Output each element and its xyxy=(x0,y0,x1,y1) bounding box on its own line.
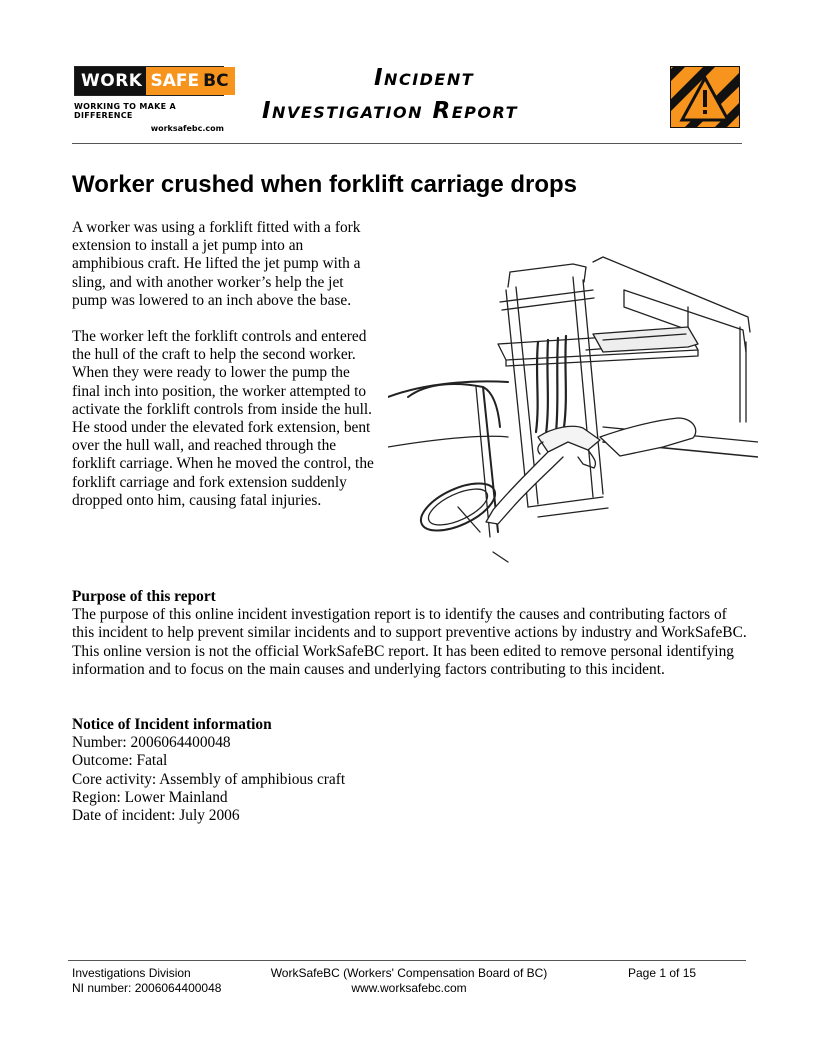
purpose-body: The purpose of this online incident investigation report is to identify the causes and contributing factors of this incident to help prevent similar incidents and to support preventive actions by industry and WorkSafeBC. This online version is not the official WorkSafeBC report. It has been edited to remove personal identifying information and to focus on the main causes and underlying factors contributing to this incident. xyxy=(72,606,747,678)
footer-org: WorkSafeBC (Workers' Compensation Board of BC) xyxy=(270,966,548,980)
intro-paragraph-2: The worker left the forklift controls and entered the hull of the craft to help the second worker. When they were ready to lower the pump the final inch into position, the worker attempted to activate the forklift controls from inside the hull. He stood under the elevated fork extension, bent over the hull wall, and reached through the forklift carriage. When he moved the control, the forklift carriage and fork extension suddenly dropped onto him, causing fatal injuries. xyxy=(72,328,374,509)
intro-paragraph-1: A worker was using a forklift fitted with a fork extension to install a jet pump into an amphibious craft. He lifted the jet pump with a sling, and with another worker’s help the jet pump was lowered to an inch above the base. xyxy=(72,219,361,309)
logo-wordmark xyxy=(74,66,229,96)
footer-divider xyxy=(68,960,746,961)
page-title: Worker crushed when forklift carriage drops xyxy=(72,171,578,198)
logo-url: worksafebc.com xyxy=(150,124,224,133)
notice-heading: Notice of Incident information xyxy=(72,716,272,733)
worksafebc-logo xyxy=(74,66,229,133)
footer-division: Investigations Division xyxy=(72,966,191,980)
warning-sign-icon xyxy=(670,66,740,128)
logo-work-text: WORK xyxy=(75,67,146,95)
report-title xyxy=(262,62,642,128)
report-title-line1: Incident xyxy=(374,65,475,91)
intro-text xyxy=(72,219,378,528)
notice-number: Number: 2006064400048 xyxy=(72,734,231,752)
purpose-heading: Purpose of this report xyxy=(72,588,216,605)
report-title-line2: Investigation Report xyxy=(262,98,518,124)
logo-tagline: WORKING TO MAKE A DIFFERENCE xyxy=(74,102,176,120)
notice-core-activity: Core activity: Assembly of amphibious craft xyxy=(72,770,346,788)
forklift-illustration xyxy=(388,232,758,567)
purpose-section xyxy=(72,588,752,679)
notice-date: Date of incident: July 2006 xyxy=(72,807,240,825)
notice-section xyxy=(72,716,752,825)
footer-ni-number: NI number: 2006064400048 xyxy=(72,981,222,995)
footer-left xyxy=(72,966,221,996)
logo-bc-text: BC xyxy=(203,67,234,95)
header-divider xyxy=(72,143,742,144)
notice-region: Region: Lower Mainland xyxy=(72,788,228,806)
footer-page-number: Page 1 of 15 xyxy=(628,966,697,980)
footer-website[interactable]: www.worksafebc.com xyxy=(351,981,467,995)
logo-safe-text: SAFE xyxy=(146,67,203,95)
notice-outcome: Outcome: Fatal xyxy=(72,752,168,770)
footer-center xyxy=(269,966,549,996)
